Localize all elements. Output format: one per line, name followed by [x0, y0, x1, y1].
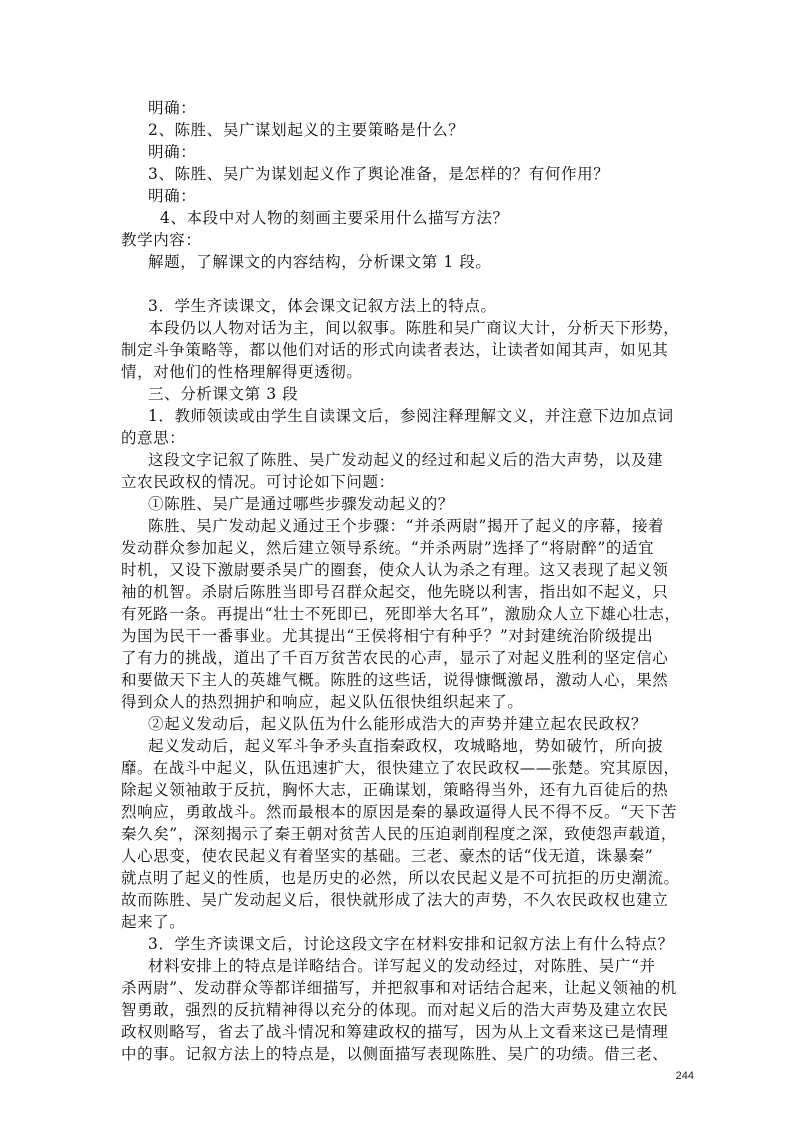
question-item: ①陈胜、吴广是通过哪些步骤发动起义的？	[148, 495, 454, 513]
paragraph-line: 情，对他们的性格理解得更透彻。	[121, 363, 363, 381]
paragraph-line: 秦久矣”，深刻揭示了秦王朝对贫苦人民的压迫剥削程度之深，致使怨声载道，	[121, 825, 677, 843]
paragraph-line: 的意思：	[121, 429, 186, 447]
paragraph-line: 陈胜、吴广发动起义通过王个步骤：“并杀两尉”揭开了起义的序幕，接着	[148, 517, 665, 535]
paragraph-line: 起来了。	[121, 913, 186, 931]
paragraph-line: 立农民政权的情况。可讨论如下问题：	[121, 473, 395, 491]
section-heading: 教学内容：	[121, 231, 202, 249]
paragraph-line: 起义发动后，起义军斗争矛头直指秦政权，攻城略地，势如破竹，所向披	[148, 737, 664, 755]
paragraph-line: 本段仍以人物对话为主，间以叙事。陈胜和吴广商议大计，分析天下形势，	[148, 319, 680, 337]
text-line: 明确：	[148, 143, 197, 161]
paragraph-line: 烈响应，勇敢战斗。然而最根本的原因是秦的暴政逼得人民不得不反。“天下苦	[121, 803, 677, 821]
paragraph-line: 杀两尉”、发动群众等都详细描写，并把叙事和对话结合起来，让起义领袖的机	[121, 979, 677, 997]
text-line: 明确：	[148, 99, 197, 117]
page-number: 244	[675, 1070, 694, 1082]
paragraph-line: 和要做天下主人的英雄气概。陈胜的这些话，说得慷慨激昂，激动人心，果然	[121, 671, 669, 689]
paragraph-line: 智勇敢，强烈的反抗精神得以充分的体现。而对起义后的浩大声势及建立农民	[121, 1001, 669, 1019]
paragraph-line: 了有力的挑战，道出了千百万贫苦农民的心声，显示了对起义胜利的坚定信心	[121, 649, 669, 667]
paragraph-line: 为国为民干一番事业。尤其提出“王侯将相宁有种乎？”对封建统治阶级提出	[121, 627, 654, 645]
question-2: 2、陈胜、吴广谋划起义的主要策略是什么？	[148, 121, 465, 139]
paragraph-line: 故而陈胜、吴广发动起义后，很快就形成了法大的声势，不久农民政权也建立	[121, 891, 669, 909]
paragraph-line: 发动群众参加起义，然后建立领导系统。“并杀两尉”选择了“将尉醉”的适宜	[121, 539, 655, 557]
paragraph-line: 就点明了起义的性质，也是历史的必然，所以农民起义是不可抗拒的历史潮流。	[121, 869, 680, 887]
paragraph-line: 人心思变，使农民起义有着坚实的基础。三老、豪杰的话“伐无道，诛暴秦”	[121, 847, 654, 865]
paragraph-line: 材料安排上的特点是详略结合。详写起义的发动经过，对陈胜、吴广“并	[148, 957, 656, 975]
section-heading: 三、分析课文第 3 段	[148, 385, 299, 403]
text-line: 3．学生齐读课文，体会课文记叙方法上的特点。	[148, 297, 497, 315]
question-3: 3、陈胜、吴广为谋划起义作了舆论准备，是怎样的？有何作用？	[148, 165, 610, 183]
paragraph-line: 制定斗争策略等，都以他们对话的形式向读者表达，让读者如闻其声，如见其	[121, 341, 669, 359]
paragraph-line: 有死路一条。再提出“壮士不死即已，死即举大名耳”，激励众人立下雄心壮志，	[121, 605, 681, 623]
paragraph-line: 3．学生齐读课文后，讨论这段文字在材料安排和记叙方法上有什么特点？	[148, 935, 674, 953]
paragraph-line: 中的事。记叙方法上的特点是，以侧面描写表现陈胜、吴广的功绩。借三老、	[121, 1045, 669, 1063]
paragraph-line: 1．教师领读或由学生自读课文后，参阅注释理解文义，并注意下边加点词	[148, 407, 674, 425]
paragraph-line: 这段文字记叙了陈胜、吴广发动起义的经过和起义后的浩大声势，以及建	[148, 451, 664, 469]
paragraph-line: 袖的机智。杀尉后陈胜当即号召群众起交，他先晓以利害，指出如不起义，只	[121, 583, 669, 601]
text-line: 解题，了解课文的内容结构，分析课文第 1 段。	[148, 253, 492, 271]
paragraph-line: 时机，又设下激尉要杀吴广的圈套，使众人认为杀之有理。这又表现了起义领	[121, 561, 669, 579]
paragraph-line: 除起义领袖敢于反抗，胸怀大志，正确谋划，策略得当外，还有九百徒后的热	[121, 781, 669, 799]
question-4: 4、本段中对人物的刻画主要采用什么描写方法？	[160, 209, 509, 227]
question-item: ②起义发动后，起义队伍为什么能形成浩大的声势并建立起农民政权？	[148, 715, 648, 733]
paragraph-line: 得到众人的热烈拥护和响应，起义队伍很快组织起来了。	[121, 693, 524, 711]
paragraph-line: 靡。在战斗中起义，队伍迅速扩大，很快建立了农民政权——张楚。究其原因，	[121, 759, 680, 777]
paragraph-line: 政权则略写，省去了战斗情况和筹建政权的描写，因为从上文看来这已是情理	[121, 1023, 669, 1041]
text-line: 明确：	[148, 187, 197, 205]
